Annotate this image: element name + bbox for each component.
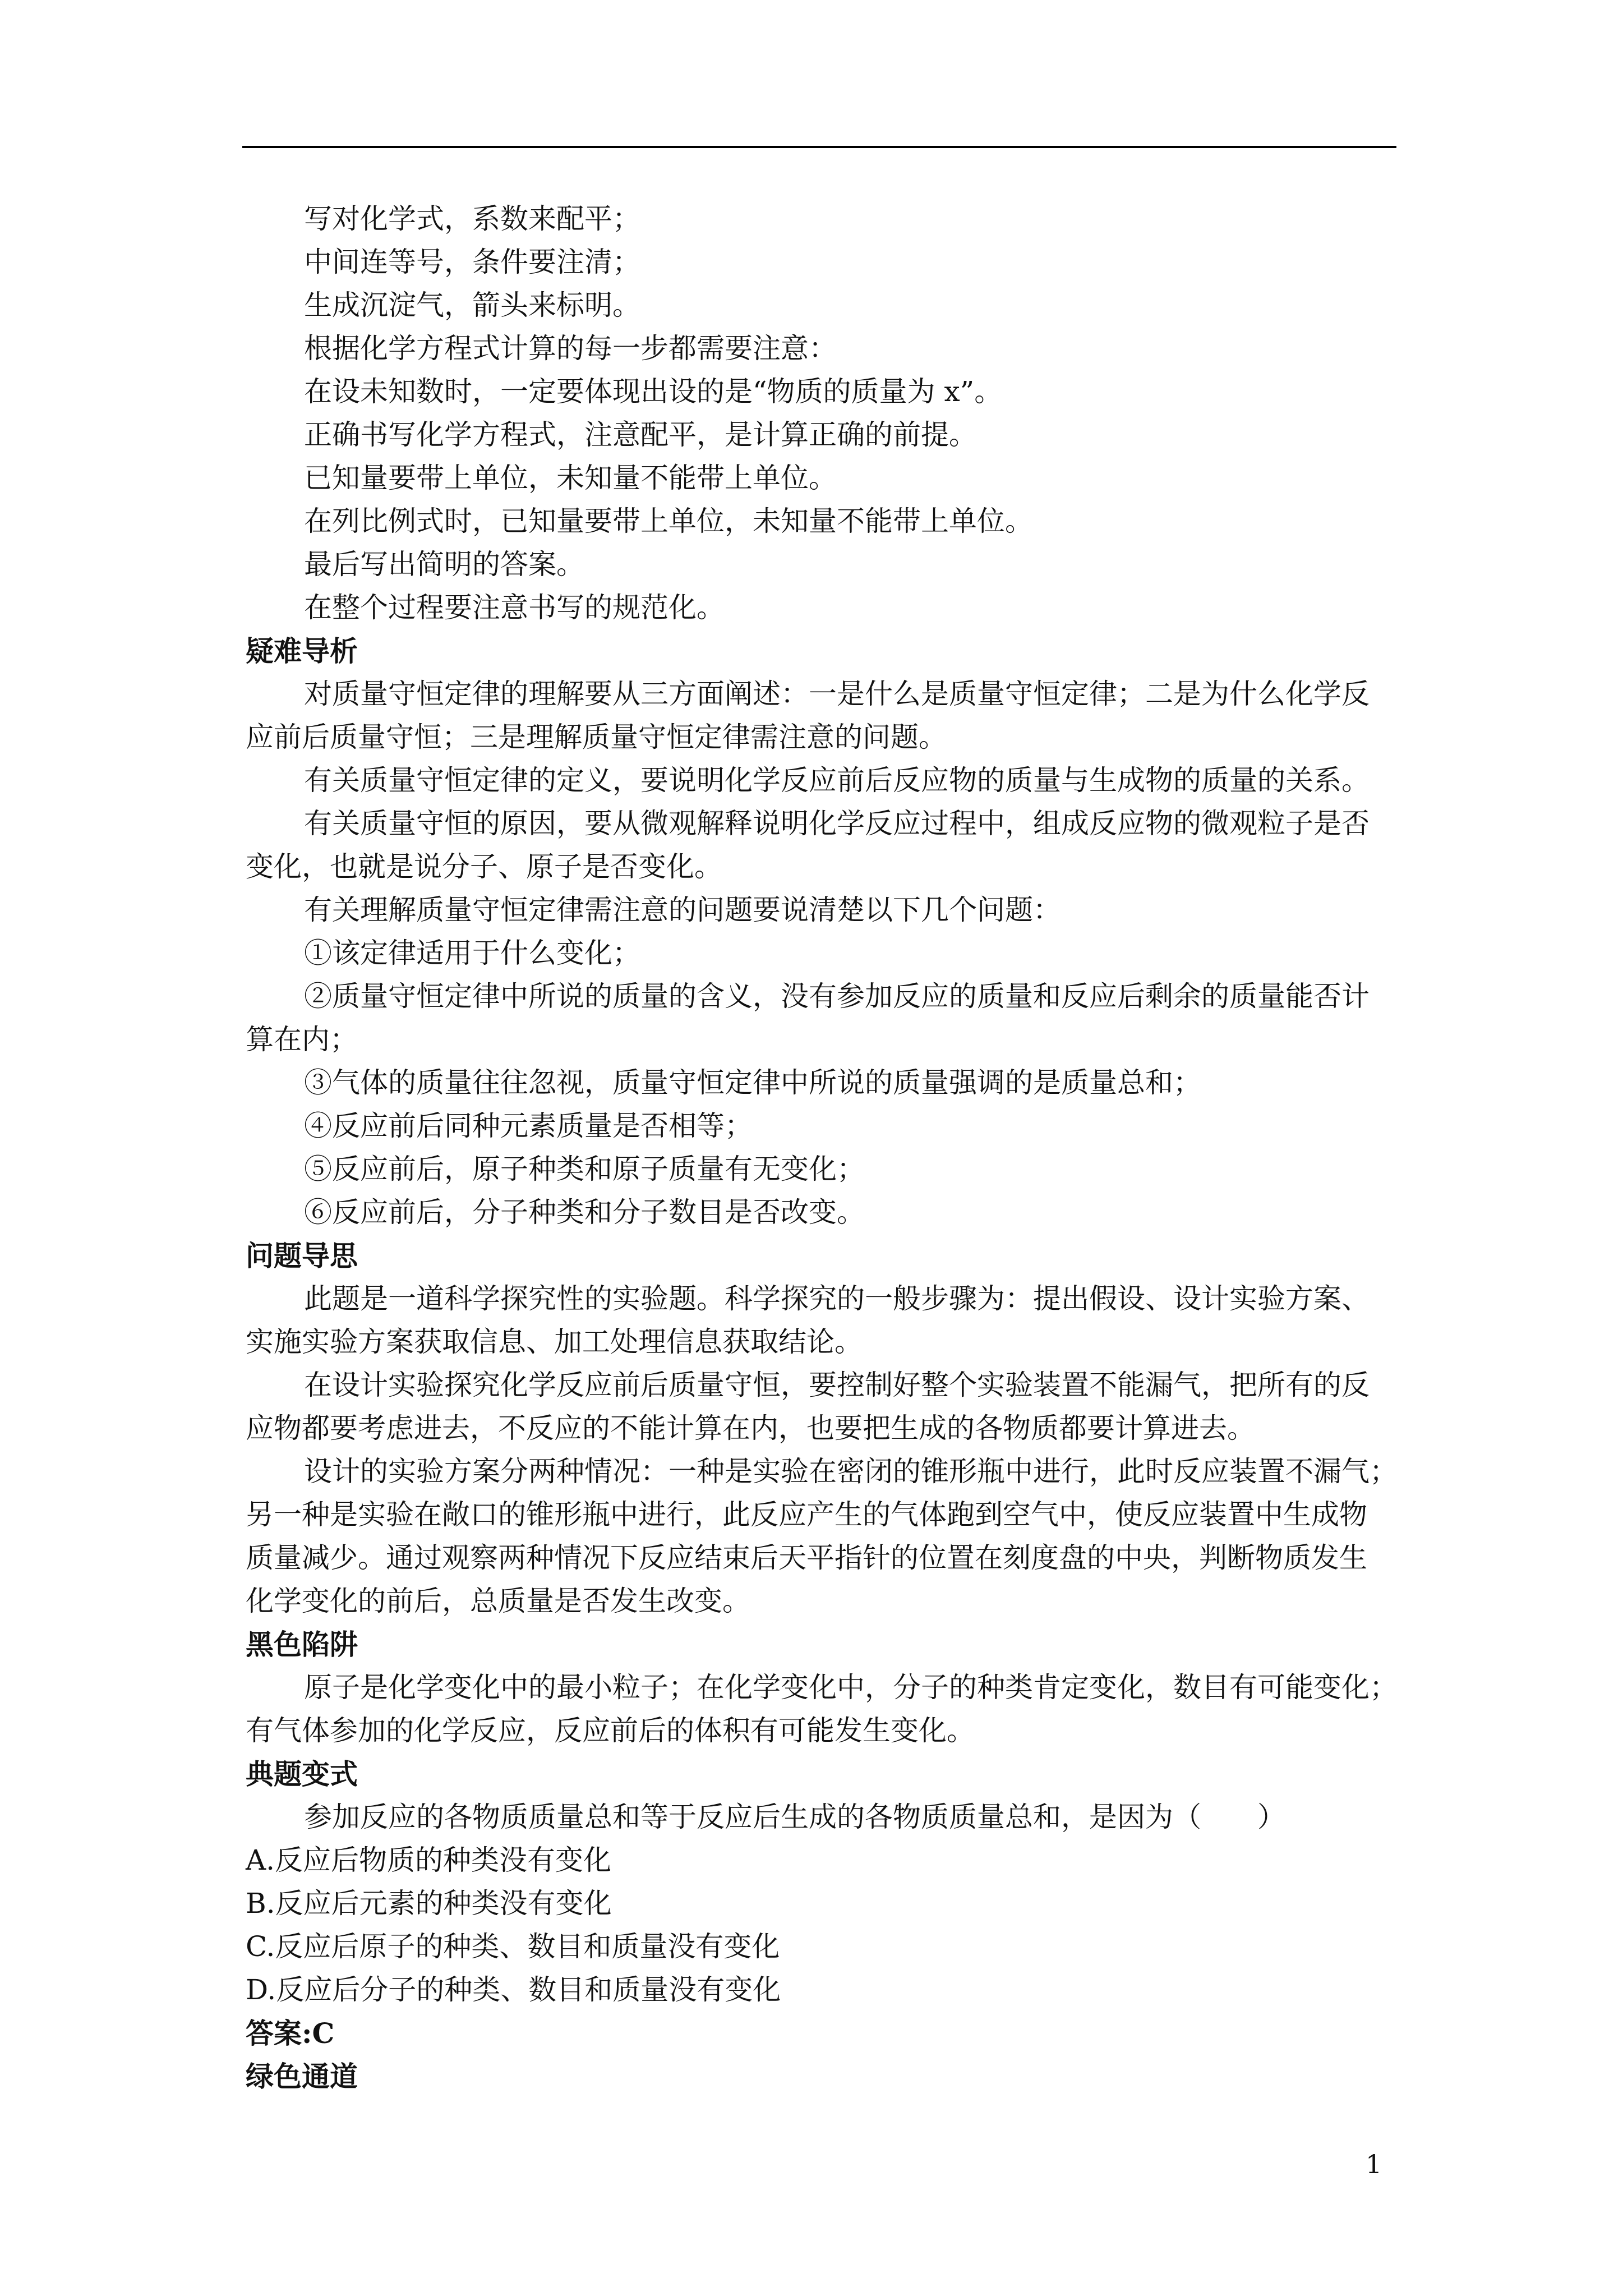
paragraph-line: 原子是化学变化中的最小粒子；在化学变化中，分子的种类肯定变化，数目有可能变化； bbox=[304, 1671, 1398, 1704]
paragraph-line: 质量减少。通过观察两种情况下反应结束后天平指针的位置在刻度盘的中央，判断物质发生 bbox=[246, 1542, 1367, 1574]
intro-line: 生成沉淀气，箭头来标明。 bbox=[304, 289, 640, 321]
answer-line: 答案:C bbox=[246, 2017, 335, 2050]
list-item: ⑤反应前后，原子种类和原子质量有无变化； bbox=[304, 1153, 865, 1185]
paragraph-line: 有关质量守恒定律的定义，要说明化学反应前后反应物的质量与生成物的质量的关系。 bbox=[304, 764, 1370, 797]
intro-line: 已知量要带上单位，未知量不能带上单位。 bbox=[304, 462, 837, 494]
answer-option-a: A.反应后物质的种类没有变化 bbox=[246, 1844, 612, 1876]
question-stem: 参加反应的各物质质量总和等于反应后生成的各物质质量总和，是因为（ ） bbox=[304, 1801, 1285, 1833]
section-heading-difficulty: 疑难导析 bbox=[246, 634, 358, 668]
list-item: ⑥反应前后，分子种类和分子数目是否改变。 bbox=[304, 1196, 865, 1228]
list-item: ②质量守恒定律中所说的质量的含义，没有参加反应的质量和反应后剩余的质量能否计 bbox=[304, 980, 1370, 1013]
paragraph-line: 在设计实验探究化学反应前后质量守恒，要控制好整个实验装置不能漏气，把所有的反 bbox=[304, 1369, 1370, 1401]
intro-line: 写对化学式，系数来配平； bbox=[304, 203, 640, 235]
paragraph-line: 有气体参加的化学反应，反应前后的体积有可能发生变化。 bbox=[246, 1714, 975, 1747]
paragraph-line: 有关理解质量守恒定律需注意的问题要说清楚以下几个问题： bbox=[304, 894, 1061, 926]
list-item: ③气体的质量往往忽视，质量守恒定律中所说的质量强调的是质量总和； bbox=[304, 1066, 1201, 1099]
answer-option-b: B.反应后元素的种类没有变化 bbox=[246, 1887, 612, 1920]
section-heading-thinking: 问题导思 bbox=[246, 1239, 358, 1272]
page-number: 1 bbox=[1366, 2149, 1382, 2179]
answer-option-c: C.反应后原子的种类、数目和质量没有变化 bbox=[246, 1930, 780, 1963]
paragraph-line: 有关质量守恒的原因，要从微观解释说明化学反应过程中，组成反应物的微观粒子是否 bbox=[304, 807, 1370, 840]
section-heading-trap: 黑色陷阱 bbox=[246, 1628, 358, 1661]
document-body bbox=[246, 197, 1407, 2098]
section-heading-variant: 典题变式 bbox=[246, 1757, 358, 1791]
header-rule bbox=[242, 146, 1396, 148]
paragraph-line: 实施实验方案获取信息、加工处理信息获取结论。 bbox=[246, 1326, 863, 1358]
paragraph-line: 应前后质量守恒；三是理解质量守恒定律需注意的问题。 bbox=[246, 721, 947, 753]
intro-line: 正确书写化学方程式，注意配平，是计算正确的前提。 bbox=[304, 418, 977, 451]
intro-line: 在列比例式时，已知量要带上单位，未知量不能带上单位。 bbox=[304, 505, 1033, 537]
list-item: ④反应前后同种元素质量是否相等； bbox=[304, 1110, 753, 1142]
paragraph-line: 另一种是实验在敞口的锥形瓶中进行，此反应产生的气体跑到空气中，使反应装置中生成物 bbox=[246, 1498, 1367, 1531]
list-item: ①该定律适用于什么变化； bbox=[304, 937, 640, 969]
intro-line: 根据化学方程式计算的每一步都需要注意： bbox=[304, 332, 837, 365]
paragraph-line: 设计的实验方案分两种情况：一种是实验在密闭的锥形瓶中进行，此时反应装置不漏气； bbox=[304, 1455, 1398, 1488]
paragraph-line: 此题是一道科学探究性的实验题。科学探究的一般步骤为：提出假设、设计实验方案、 bbox=[304, 1282, 1370, 1315]
paragraph-line: 化学变化的前后，总质量是否发生改变。 bbox=[246, 1585, 750, 1617]
section-heading-green: 绿色通道 bbox=[246, 2060, 358, 2093]
intro-line: 在设未知数时，一定要体现出设的是“物质的质量为 x”。 bbox=[304, 375, 1003, 408]
intro-line: 最后写出简明的答案。 bbox=[304, 548, 584, 581]
paragraph-line: 变化，也就是说分子、原子是否变化。 bbox=[246, 850, 722, 883]
list-item-continuation: 算在内； bbox=[246, 1023, 358, 1056]
answer-option-d: D.反应后分子的种类、数目和质量没有变化 bbox=[246, 1973, 781, 2006]
intro-line: 在整个过程要注意书写的规范化。 bbox=[304, 591, 725, 624]
intro-line: 中间连等号，条件要注清； bbox=[304, 246, 640, 278]
paragraph-line: 对质量守恒定律的理解要从三方面阐述：一是什么是质量守恒定律；二是为什么化学反 bbox=[304, 678, 1370, 710]
paragraph-line: 应物都要考虑进去，不反应的不能计算在内，也要把生成的各物质都要计算进去。 bbox=[246, 1412, 1255, 1444]
